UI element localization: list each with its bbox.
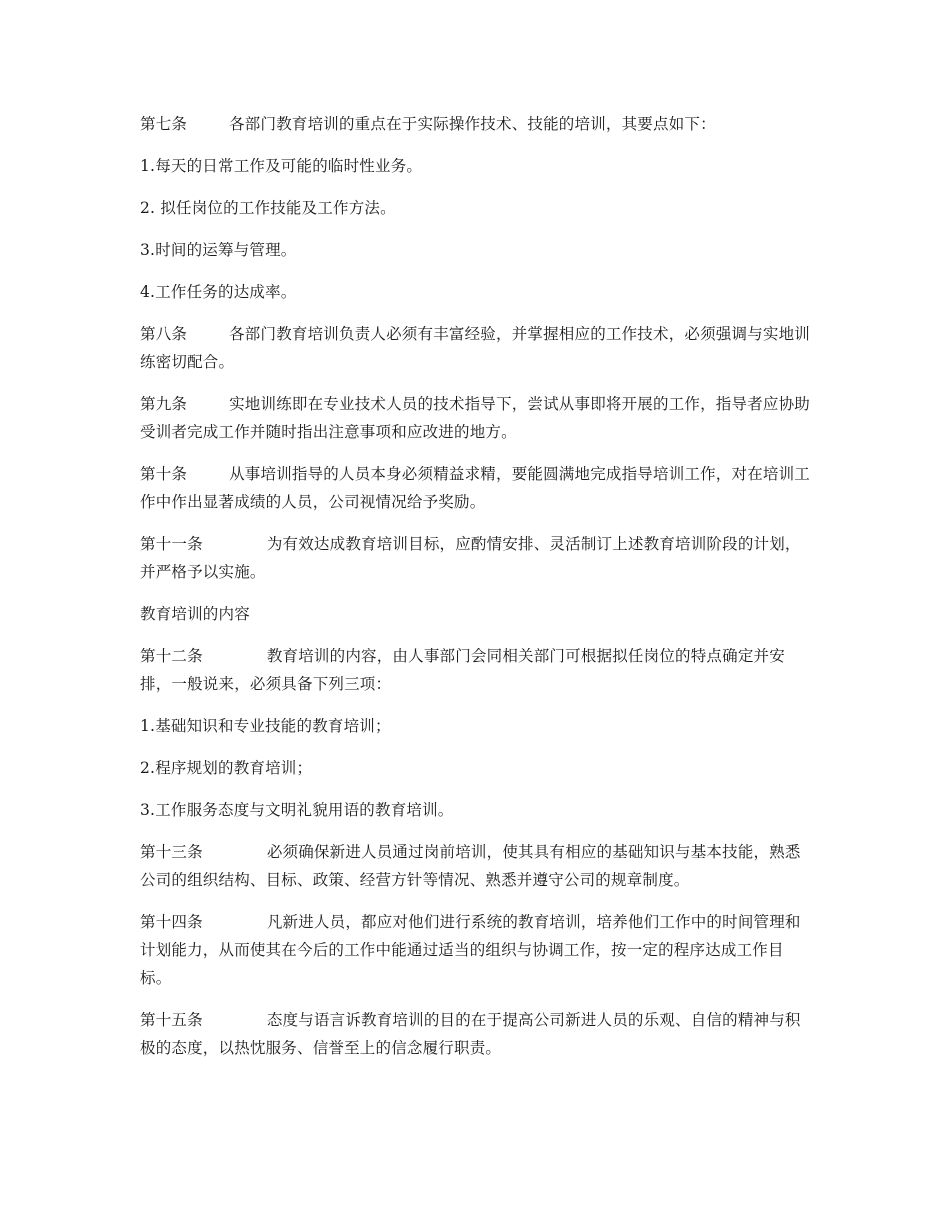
list-item: 3.工作服务态度与文明礼貌用语的教育培训。 <box>140 801 454 819</box>
article-label: 第十四条 <box>140 913 203 931</box>
list-item: 3.时间的运筹与管理。 <box>140 241 297 259</box>
article-text: 实地训练即在专业技术人员的技术指导下，尝试从事即将开展的工作，指导者应协助受训者完成工作并随时指出注意事项和应改进的地方。 <box>140 395 811 441</box>
article-15 <box>140 1006 812 1062</box>
article-label: 第十三条 <box>140 843 203 861</box>
article-label: 第十条 <box>140 465 188 483</box>
article-label: 第七条 <box>140 115 188 133</box>
article-label: 第九条 <box>140 395 188 413</box>
article-text: 各部门教育培训的重点在于实际操作技术、技能的培训，其要点如下： <box>229 115 716 133</box>
article-text: 态度与语言诉教育培训的目的在于提高公司新进人员的乐观、自信的精神与积极的态度，以热忱服务、信誉至上的信念履行职责。 <box>140 1011 801 1057</box>
section-heading: 教育培训的内容 <box>140 605 250 623</box>
list-item: 1.每天的日常工作及可能的临时性业务。 <box>140 157 423 175</box>
list-item: 2.程序规划的教育培训； <box>140 759 313 777</box>
article-text: 凡新进人员，都应对他们进行系统的教育培训，培养他们工作中的时间管理和计划能力，从而使其在今后的工作中能通过适当的组织与协调工作，按一定的程序达成工作目标。 <box>140 913 801 987</box>
article-text: 必须确保新进人员通过岗前培训，使其具有相应的基础知识与基本技能，熟悉公司的组织结构、目标、政策、经营方针等情况、熟悉并遵守公司的规章制度。 <box>140 843 801 889</box>
article-text: 各部门教育培训负责人必须有丰富经验，并掌握相应的工作技术，必须强调与实地训练密切配合。 <box>140 325 811 371</box>
article-label: 第十二条 <box>140 647 203 665</box>
article-label: 第十五条 <box>140 1011 203 1029</box>
article-9 <box>140 390 812 446</box>
list-item: 1.基础知识和专业技能的教育培训； <box>140 717 391 735</box>
list-item: 2. 拟任岗位的工作技能及工作方法。 <box>140 199 396 217</box>
article-text: 为有效达成教育培训目标，应酌情安排、灵活制订上述教育培训阶段的计划，并严格予以实施。 <box>140 535 801 581</box>
article-label: 第八条 <box>140 325 188 343</box>
article-text: 教育培训的内容，由人事部门会同相关部门可根据拟任岗位的特点确定并安排，一般说来，必须具备下列三项： <box>140 647 785 693</box>
article-8 <box>140 320 812 376</box>
article-10 <box>140 460 812 516</box>
list-item: 4.工作任务的达成率。 <box>140 283 297 301</box>
article-14 <box>140 908 812 992</box>
article-7 <box>140 110 812 138</box>
article-text: 从事培训指导的人员本身必须精益求精，要能圆满地完成指导培训工作，对在培训工作中作出显著成绩的人员，公司视情况给予奖励。 <box>140 465 811 511</box>
article-12 <box>140 642 812 698</box>
article-label: 第十一条 <box>140 535 203 553</box>
article-11 <box>140 530 812 586</box>
article-13 <box>140 838 812 894</box>
document-body <box>140 110 812 1076</box>
